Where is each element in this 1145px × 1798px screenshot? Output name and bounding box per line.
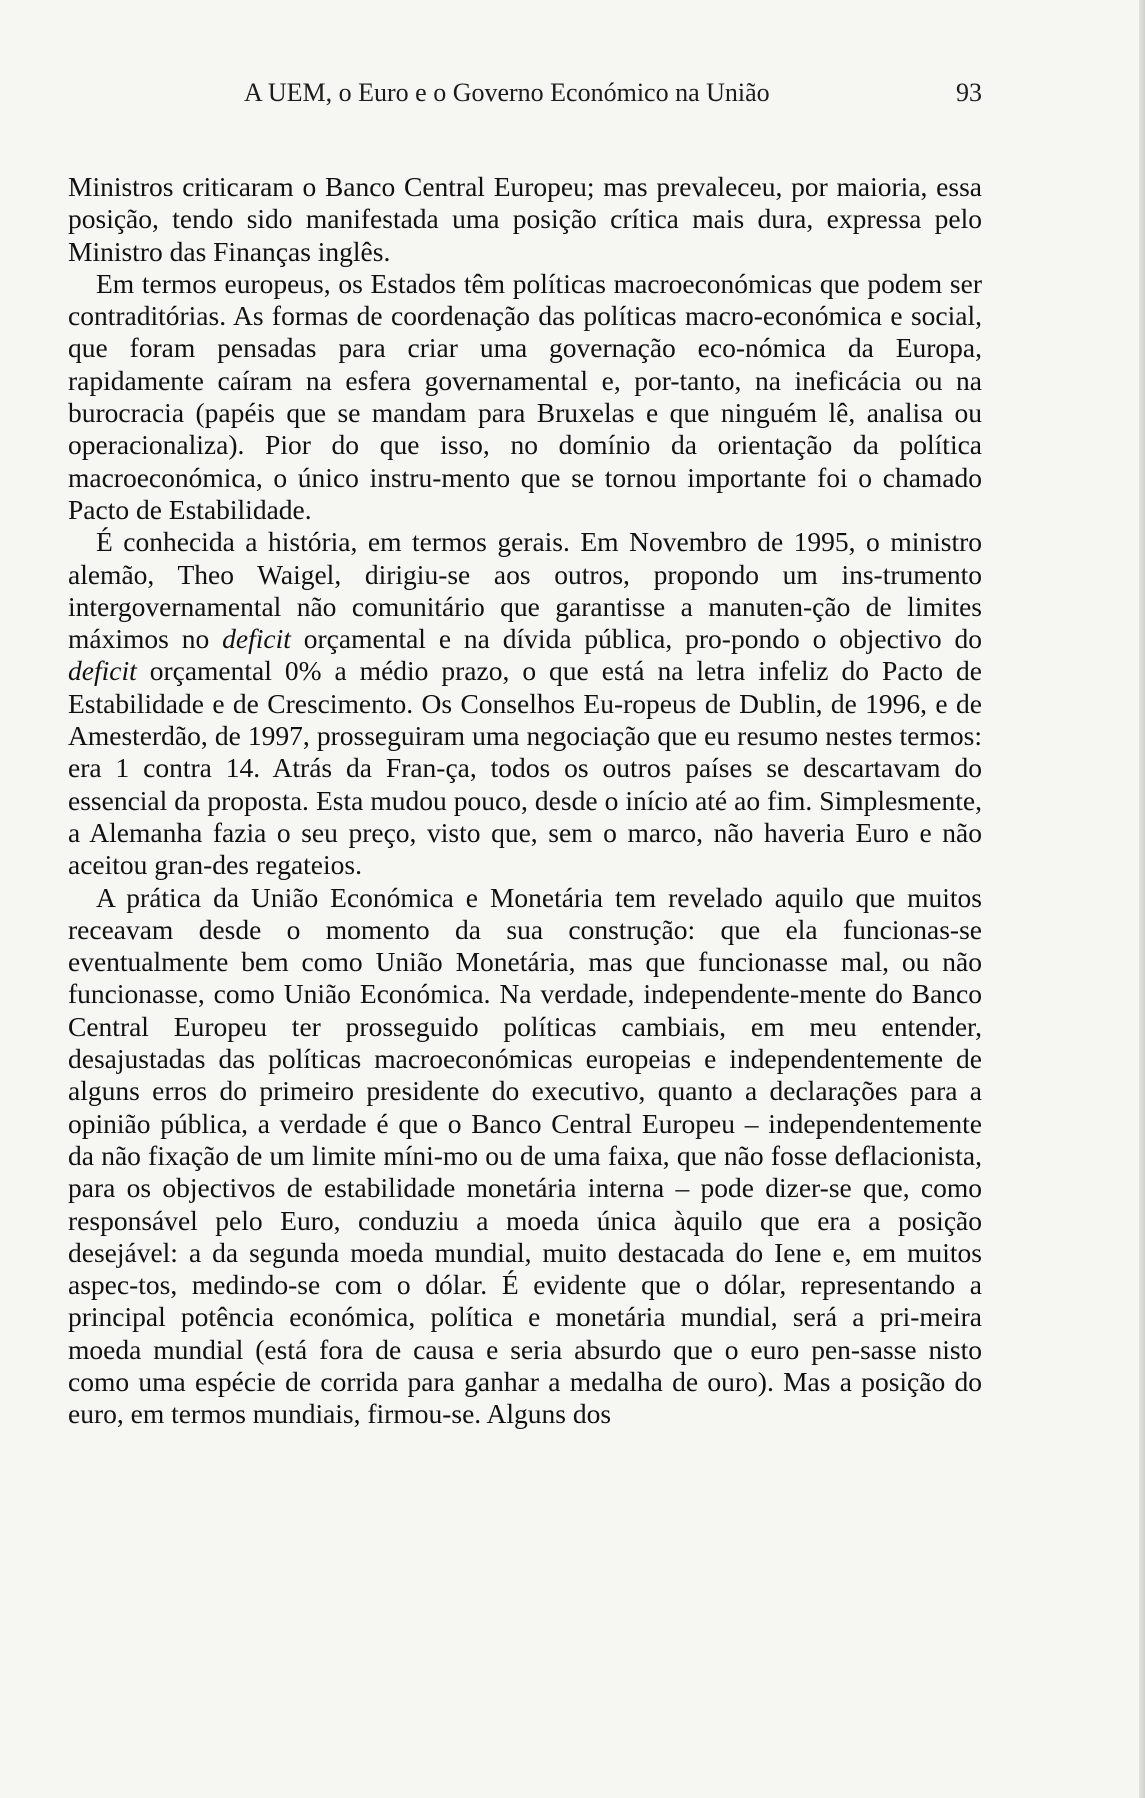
text-run: orçamental 0% a médio prazo, o que está na letra infeliz do Pacto de Estabilidade e de Crescimento. Os Conselhos Eu-ropeus de Dublin, de 1996, e de Amesterdão, de 1997, prosseguiram uma negociação que eu resumo nestes termos: era 1 contra 14. Atrás da Fran-ça, todos os outros países se descartavam do essencial da proposta. Esta mudou pouco, desde o início até ao fim. Simplesmente, a Alemanha fazia o seu preço, visto que, sem o marco, não haveria Euro e não aceitou gran-des regateios. xyxy=(68,655,982,881)
text-run: Em termos europeus, os Estados têm políticas macroeconómicas que podem ser contraditórias. As formas de coordenação das políticas macro-económica e social, que foram pensadas para criar uma governação eco-nómica da Europa, rapidamente caíram na esfera governamental e, por-tanto, na ineficácia ou na burocracia (papéis que se mandam para Bruxelas e que ninguém lê, analisa ou operacionaliza). Pior do que isso, no domínio da orientação da política macroeconómica, o único instru-mento que se tornou importante foi o chamado Pacto de Estabilidade. xyxy=(68,267,982,525)
page-edge-shadow xyxy=(1139,0,1145,1798)
page-number: 93 xyxy=(956,78,982,107)
text-run: É conhecida a história, em termos gerais. Em Novembro de 1995, o ministro alemão, Theo Waigel, dirigiu-se aos outros, propondo um ins-trumento intergovernamental não comunitário que garantisse a manuten-ção de limites máximos no xyxy=(68,526,982,655)
paragraph xyxy=(68,526,982,881)
running-head-title: A UEM, o Euro e o Governo Económico na União xyxy=(244,78,770,107)
text-run: Ministros criticaram o Banco Central Europeu; mas prevaleceu, por maioria, essa posição, tendo sido manifestada uma posição crítica mais dura, expressa pelo Ministro das Finanças inglês. xyxy=(68,171,982,267)
paragraph xyxy=(68,882,982,1431)
italic-term: deficit xyxy=(68,655,137,687)
paragraph xyxy=(68,171,982,268)
body-text xyxy=(68,171,982,1431)
paragraph xyxy=(68,268,982,526)
italic-term: deficit xyxy=(222,623,291,655)
text-run: A prática da União Económica e Monetária tem revelado aquilo que muitos receavam desde o momento da sua construção: que ela funcionas-se eventualmente bem como União Monetária, mas que funcionasse mal, ou não funcionasse, como União Económica. Na verdade, independente-mente do Banco Central Europeu ter prosseguido políticas cambiais, em meu entender, desajustadas das políticas macroeconómicas europeias e independentemente de alguns erros do primeiro presidente do executivo, quanto a declarações para a opinião pública, a verdade é que o Banco Central Europeu – independentemente da não fixação de um limite míni-mo ou de uma faixa, que não fosse deflacionista, para os objectivos de estabilidade monetária interna – pode dizer-se que, como responsável pelo Euro, conduziu a moeda única àquilo que era a posição desejável: a da segunda moeda mundial, muito destacada do Iene e, em muitos aspec-tos, medindo-se com o dólar. É evidente que o dólar, representando a principal potência económica, política e monetária mundial, será a pri-meira moeda mundial (está fora de causa e seria absurdo que o euro pen-sasse nisto como uma espécie de corrida para ganhar a medalha de ouro). Mas a posição do euro, em termos mundiais, firmou-se. Alguns dos xyxy=(68,881,982,1430)
text-run: orçamental e na dívida pública, pro-pondo o objectivo do xyxy=(290,623,982,655)
running-head xyxy=(68,78,982,118)
